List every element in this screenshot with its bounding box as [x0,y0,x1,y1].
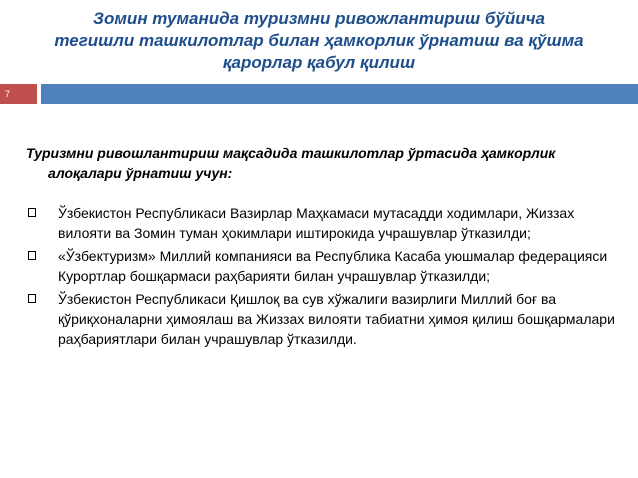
bullet-text: Ўзбекистон Республикаси Вазирлар Маҳкамаси мутасадди ходимлари, Жиззах вилояти ва Зомин туман ҳокимлари иштирокида учрашувлар ўтказилди; [58,205,575,241]
square-bullet-icon [28,208,36,217]
header-bar [0,84,638,104]
bullet-item [26,203,626,243]
square-bullet-icon [28,251,36,260]
accent-bar [41,84,638,104]
bullet-item [26,246,626,286]
bullet-list [26,203,626,349]
slide-content [26,143,626,352]
slide-number: 7 [0,84,37,104]
square-bullet-icon [28,294,36,303]
bullet-text: Ўзбекистон Республикаси Қишлоқ ва сув хўжалиги вазирлиги Миллий боғ ва қўриқхоналарни ҳимоялаш ва Жиззах вилояти табиатни ҳимоя қилиш бошқармалари раҳбариятлари билан учрашувлар ўтказилди. [58,291,615,347]
slide-title [30,8,608,74]
title-line-3: қарорлар қабул қилиш [222,53,416,72]
title-line-2: тегишли ташкилотлар билан ҳамкорлик ўрнатиш ва қўшма [54,31,584,50]
intro-text: Туризмни ривошлантириш мақсадида ташкилотлар ўртасида ҳамкорлик алоқалари ўрнатиш учун: [26,145,556,181]
bullet-text: «Ўзбектуризм» Миллий компанияси ва Республика Касаба уюшмалар федерацияси Курортлар бошқармаси раҳбарияти билан учрашувлар ўтказилди; [58,248,608,284]
title-line-1: Зомин туманида туризмни ривожлантириш бўйича [93,9,545,28]
bullet-item [26,289,626,349]
